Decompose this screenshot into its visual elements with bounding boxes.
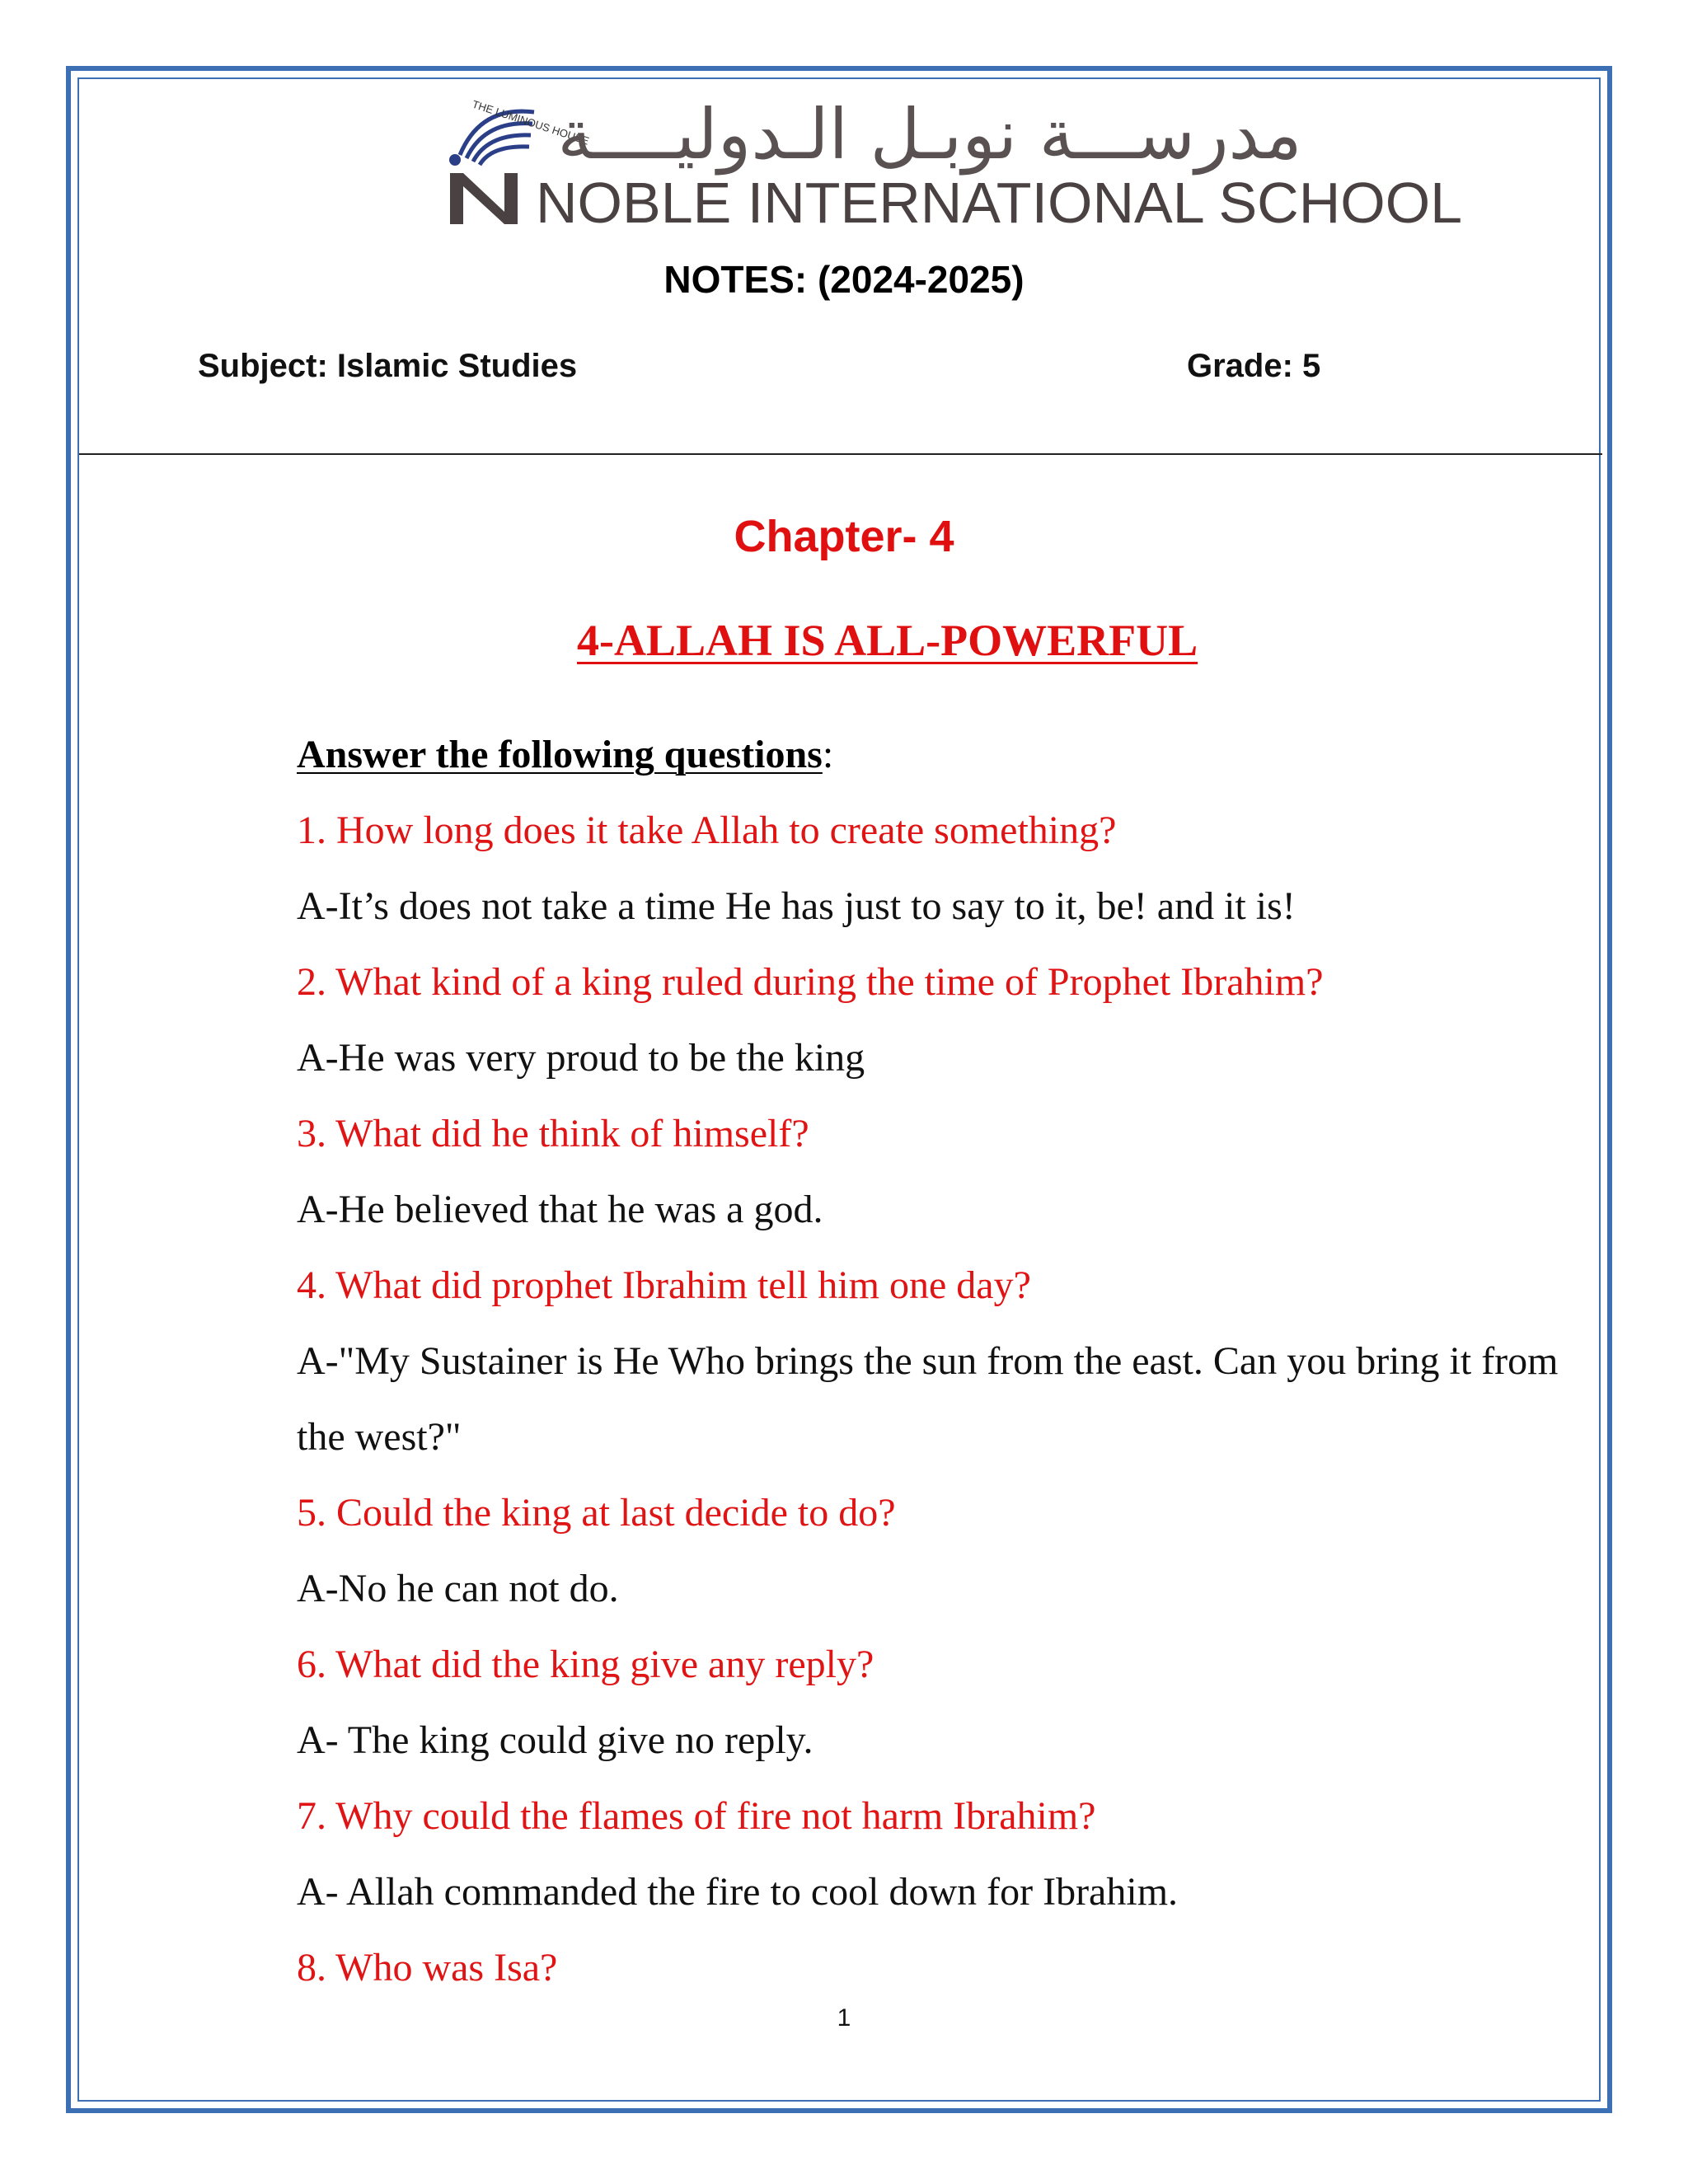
answer-6: A- The king could give no reply.: [297, 1718, 814, 1762]
question-1: 1. How long does it take Allah to create something?: [297, 808, 1117, 852]
logo-arabic-name: مدرســـة نوبـل الـدوليــــة: [557, 94, 1302, 175]
question-8: 8. Who was Isa?: [297, 1946, 558, 1990]
header-divider: [79, 453, 1602, 455]
answer-4: A-"My Sustainer is He Who brings the sun from the east. Can you bring it from the west?": [297, 1339, 1559, 1459]
answer-2: A-He was very proud to be the king: [297, 1036, 865, 1080]
subject-label: Subject: Islamic Studies: [198, 348, 578, 384]
logo-english-name: NOBLE INTERNATIONAL SCHOOL: [536, 171, 1463, 235]
school-emblem-icon: [435, 97, 591, 229]
grade-label: Grade: 5: [1187, 348, 1321, 384]
answer-1: A-It’s does not take a time He has just to say to it, be! and it is!: [297, 884, 1296, 928]
notes-title: NOTES: (2024-2025): [663, 258, 1025, 301]
question-2: 2. What kind of a king ruled during the time of Prophet Ibrahim?: [297, 960, 1324, 1004]
page-number: 1: [837, 2004, 851, 2032]
chapter-heading: Chapter- 4: [734, 512, 954, 561]
lesson-title: 4-ALLAH IS ALL-POWERFUL: [577, 616, 1198, 665]
school-logo: [435, 94, 1463, 235]
question-6: 6. What did the king give any reply?: [297, 1643, 874, 1686]
question-answer-list: [297, 717, 1566, 2006]
logo-tagline: THE LUMINOUS HOUSE: [471, 97, 591, 148]
answer-3: A-He believed that he was a god.: [297, 1188, 823, 1231]
question-5: 5. Could the king at last decide to do?: [297, 1491, 896, 1535]
question-4: 4. What did prophet Ibrahim tell him one day?: [297, 1263, 1031, 1307]
answer-5: A-No he can not do.: [297, 1567, 619, 1610]
instruction: [297, 717, 1566, 793]
question-3: 3. What did he think of himself?: [297, 1112, 809, 1155]
instruction-text: Answer the following questions: [297, 733, 823, 776]
question-7: 7. Why could the flames of fire not harm Ibrahim?: [297, 1794, 1096, 1838]
answer-7: A- Allah commanded the fire to cool down for Ibrahim.: [297, 1870, 1179, 1914]
instruction-colon: :: [822, 733, 834, 776]
